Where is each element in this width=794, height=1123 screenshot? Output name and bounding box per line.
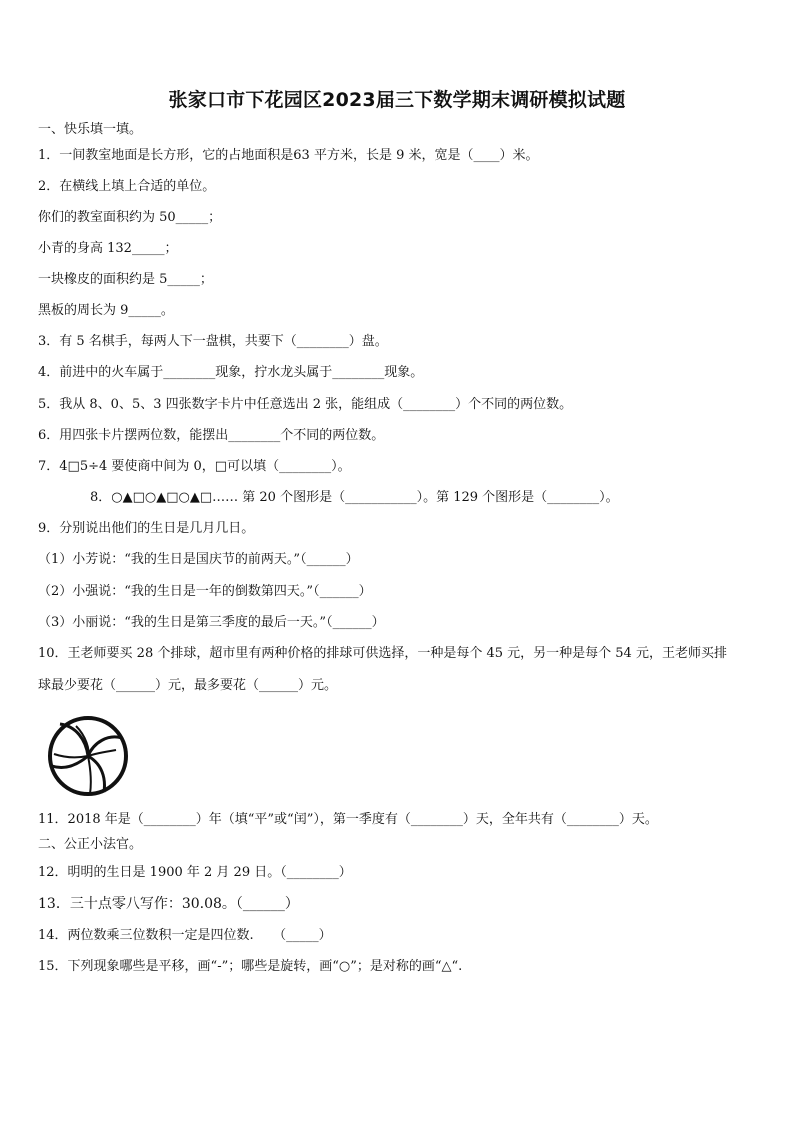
section-1-heading: 一、快乐填一填。 xyxy=(38,122,143,137)
question-7: 7．4□5÷4 要使商中间为 0，□可以填（________）。 xyxy=(38,459,351,474)
question-8: 8．○▲□○▲□○▲□…… 第 20 个图形是（___________）。第 129 个图形是（________）。 xyxy=(90,490,619,505)
question-2-item-1: 你们的教室面积约为 50_____； xyxy=(38,210,222,225)
question-9: 9．分别说出他们的生日是几月几日。 xyxy=(38,521,255,536)
question-13: 13．三十点零八写作：30.08。（______） xyxy=(38,896,299,912)
question-10: 10．王老师要买 28 个排球，超市里有两种价格的排球可供选择，一种是每个 45 元，另一种是每个 54 元，王老师买排 xyxy=(38,646,727,661)
question-15: 15．下列现象哪些是平移，画“-”；哪些是旋转，画“○”；是对称的画“△“. xyxy=(38,959,463,974)
question-9-part-2: （2）小强说：“我的生日是一年的倒数第四天。”（______） xyxy=(38,584,372,599)
question-2-item-2: 小青的身高 132_____； xyxy=(38,241,178,256)
page-title: 张家口市下花园区2023届三下数学期末调研模拟试题 xyxy=(168,89,626,111)
question-12: 12．明明的生日是 1900 年 2 月 29 日。（________） xyxy=(38,865,352,880)
question-2-item-3: 一块橡皮的面积约是 5_____； xyxy=(38,272,213,287)
question-9-part-3: （3）小丽说：“我的生日是第三季度的最后一天。”（______） xyxy=(38,615,385,630)
question-2-item-4: 黑板的周长为 9_____。 xyxy=(38,303,174,318)
question-2: 2．在横线上填上合适的单位。 xyxy=(38,179,216,194)
question-6: 6．用四张卡片摆两位数，能摆出________个不同的两位数。 xyxy=(38,428,385,443)
question-5: 5．我从 8、0、5、3 四张数字卡片中任意选出 2 张，能组成（________）个不同的两位数。 xyxy=(38,397,573,412)
question-1: 1．一间教室地面是长方形，它的占地面积是63 平方米，长是 9 米，宽是（____）米。 xyxy=(38,148,539,163)
question-4: 4．前进中的火车属于________现象，拧水龙头属于________现象。 xyxy=(38,365,424,380)
question-10-continued: 球最少要花（______）元，最多要花（______）元。 xyxy=(38,678,338,693)
question-14: 14．两位数乘三位数积一定是四位数. （_____） xyxy=(38,928,332,943)
question-11: 11．2018 年是（________）年（填“平”或“闰”），第一季度有（________）天，全年共有（________）天。 xyxy=(38,812,658,827)
question-9-part-1: （1）小芳说：“我的生日是国庆节的前两天。”（______） xyxy=(38,552,359,567)
question-3: 3．有 5 名棋手，每两人下一盘棋，共要下（________）盘。 xyxy=(38,334,388,349)
section-2-heading: 二、公正小法官。 xyxy=(38,837,143,852)
volleyball-icon xyxy=(46,714,130,798)
